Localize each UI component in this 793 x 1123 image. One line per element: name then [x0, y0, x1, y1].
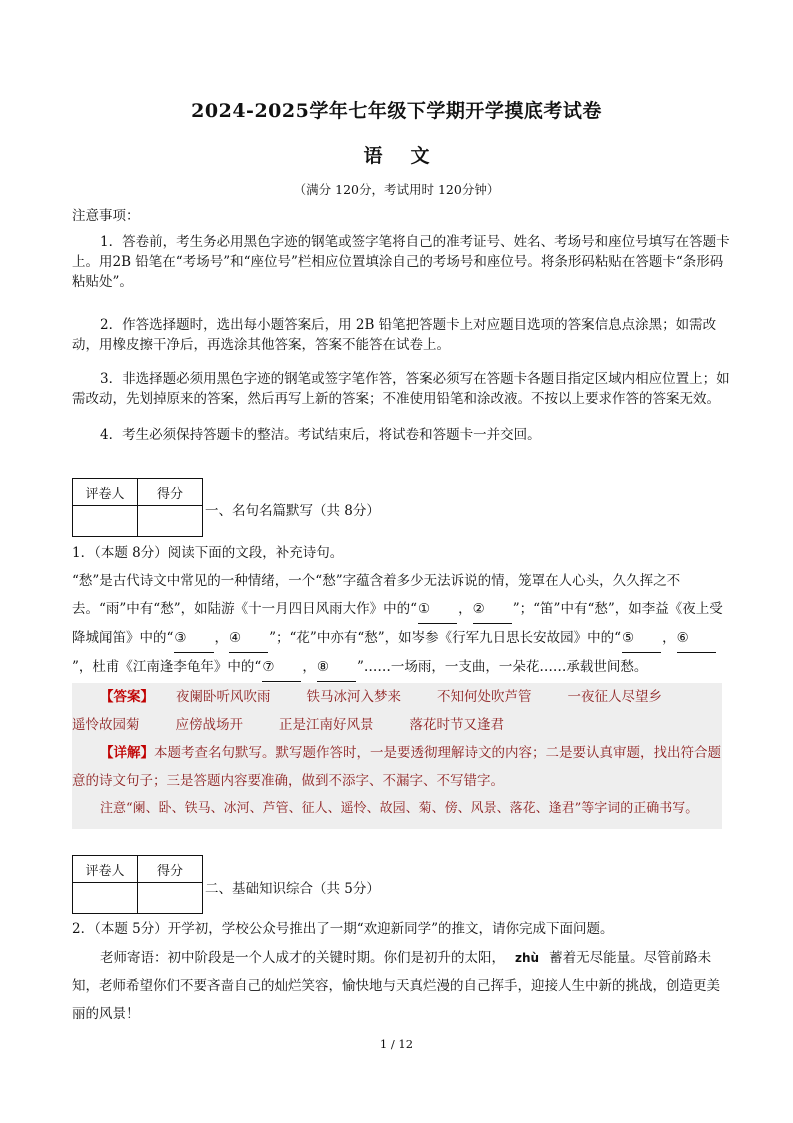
score-cell: [138, 883, 203, 914]
blank-1[interactable]: [418, 595, 457, 624]
grader-cell: [73, 506, 138, 537]
answer-block: [72, 683, 732, 823]
blank-7[interactable]: [262, 653, 301, 682]
passage-part-e: ”……一场雨，一支曲，一朵花……承载世间愁。: [357, 659, 648, 675]
separator: ，: [662, 630, 676, 646]
question-1-passage: [72, 567, 732, 682]
body-part-b: 蓄着无尽能量。尽管前路未知，老师希望你们不要吝啬自己的灿烂笑容，愉快地与天真烂漫的自己挥手，迎接人生中新的挑战，创造更美丽的风景！: [72, 950, 720, 1022]
subject-char-2: 文: [410, 145, 430, 167]
answer-list: [72, 683, 732, 711]
detail-body: 本题考查名句默写。默写题作答时，一是要透彻理解诗文的内容；二是要认真审题，找出符合题意的诗文句子；三是答题内容要准确，做到不添字、不漏字、不写错字。: [72, 745, 721, 789]
blank-8[interactable]: [317, 653, 356, 682]
answer-item: 遥怜故园菊: [72, 717, 140, 733]
answer-item: 正是江南好风景: [279, 717, 374, 733]
question-2-body: [72, 944, 732, 1028]
answer-tag: 【答案】: [100, 689, 154, 705]
notice-item-2: 2．作答选择题时，选出每小题答案后，用 2B 铅笔把答题卡上对应题目选项的答案信息点涂黑；如需改动，用橡皮擦干净后，再选涂其他答案，答案不能答在试卷上。: [72, 317, 717, 353]
blank-3[interactable]: [174, 624, 213, 653]
notice-item-4: 4．考生必须保持答题卡的整洁。考试结束后，将试卷和答题卡一并交回。: [100, 427, 541, 443]
answer-list-2: [72, 711, 732, 739]
answer-item: 落花时节又逢君: [409, 717, 504, 733]
blank-2[interactable]: [473, 595, 512, 624]
blank-4-label: ④: [229, 630, 242, 646]
page-number: 1 / 12: [379, 1037, 414, 1051]
separator: ，: [458, 601, 472, 617]
blank-2-label: ②: [472, 601, 485, 617]
exam-title: 2024-2025学年七年级下学期开学摸底考试卷: [191, 100, 602, 122]
question-1-stem: 1．（本题 8分）阅读下面的文段，补充诗句。: [72, 545, 344, 561]
grader-label: 评卷人: [73, 479, 138, 506]
passage-part-d: ”，杜甫《江南逢李龟年》中的“: [72, 659, 262, 675]
passage-part-c: ”；“花”中亦有“愁”，如岑参《行军九日思长安故园》中的“: [269, 630, 622, 646]
notice-heading: 注意事项：: [72, 208, 140, 224]
answer-item: 不知何处吹芦管: [437, 689, 532, 705]
pinyin-hint: zhù: [515, 951, 540, 965]
exam-info: （满分 120分，考试用时 120分钟）: [293, 182, 500, 197]
grader-cell: [73, 883, 138, 914]
body-part-a: 老师寄语：初中阶段是一个人成才的关键时期。你们是初升的太阳，: [100, 950, 505, 966]
blank-5[interactable]: [622, 624, 661, 653]
detail-tag: 【详解】: [100, 745, 154, 761]
blank-3-label: ③: [174, 630, 187, 646]
score-table-1: [72, 478, 203, 537]
answer-item: 铁马冰河入梦来: [306, 689, 401, 705]
score-cell: [138, 506, 203, 537]
section-1-title: 一、名句名篇默写（共 8分）: [205, 503, 380, 519]
notice-item-1: 1．答卷前，考生务必用黑色字迹的钢笔或签字笔将自己的准考证号、姓名、考场号和座位号填写在答题卡上。用2B 铅笔在“考场号”和“座位号”栏相应位置填涂自己的考场号和座位号。将条形码粘贴在答题卡“条形码粘贴处”。: [72, 234, 730, 290]
blank-5-label: ⑤: [622, 630, 635, 646]
detail-text: [72, 739, 732, 795]
score-label: 得分: [138, 479, 203, 506]
answer-item: 应傍战场开: [175, 717, 243, 733]
answer-item: 夜阑卧听风吹雨: [176, 689, 271, 705]
passage-part-b: ”；“笛”中有“愁”，如李益《夜上受降城闻笛》中的“: [72, 601, 723, 646]
question-2-stem: 2．（本题 5分）开学初，学校公众号推出了一期“欢迎新同学”的推文，请你完成下面问题。: [72, 921, 614, 937]
blank-6[interactable]: [677, 624, 716, 653]
blank-6-label: ⑥: [676, 630, 689, 646]
separator: ，: [214, 630, 229, 646]
blank-7-label: ⑦: [262, 659, 275, 675]
blank-4[interactable]: [229, 624, 268, 653]
passage-part-a: “愁”是古代诗文中常见的一种情绪，一个“愁”字蕴含着多少无法诉说的情，笼罩在人心头，久久挥之不去。“雨”中有“愁”，如陆游《十一月四日风雨大作》中的“: [72, 573, 681, 617]
separator: ，: [302, 659, 316, 675]
answer-item: 一夜征人尽望乡: [567, 689, 662, 705]
subject-title: [0, 141, 793, 168]
section-2-title: 二、基础知识综合（共 5分）: [205, 881, 380, 897]
grader-label: 评卷人: [73, 856, 138, 883]
notice-item-3: 3．非选择题必须用黑色字迹的钢笔或签字笔作答，答案必须写在答题卡各题目指定区域内相应位置上；如需改动，先划掉原来的答案，然后再写上新的答案；不准使用铅笔和涂改液。不按以上要求作答的答案无效。: [72, 371, 730, 407]
subject-char-1: 语: [363, 145, 383, 167]
attention-text: 注意“阑、卧、铁马、冰河、芦管、征人、遥怜、故园、菊、傍、风景、落花、逢君”等字词的正确书写。: [100, 801, 699, 816]
score-table-2: [72, 855, 203, 914]
score-label: 得分: [138, 856, 203, 883]
blank-1-label: ①: [418, 601, 431, 617]
blank-8-label: ⑧: [316, 659, 330, 675]
